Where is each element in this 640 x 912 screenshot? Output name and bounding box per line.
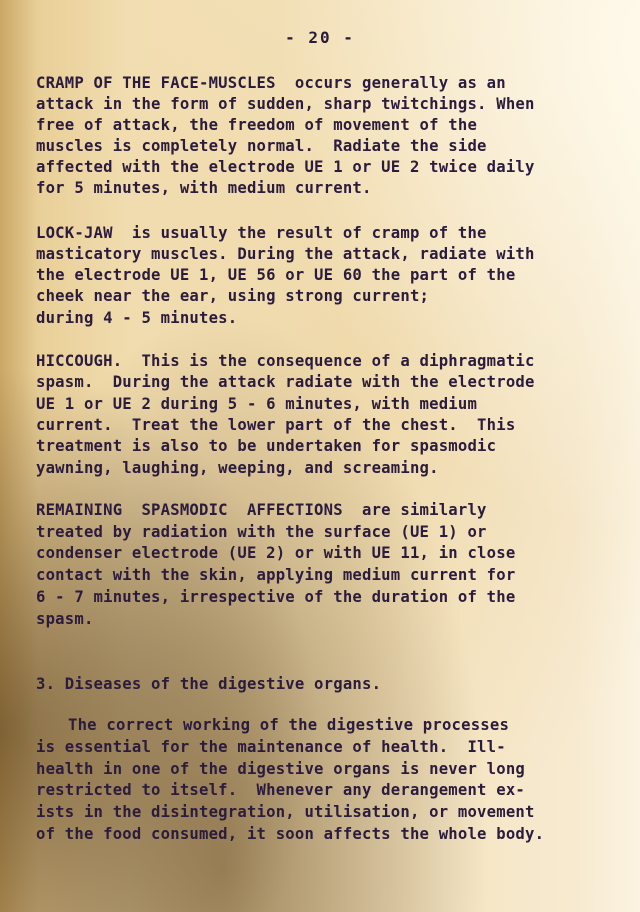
text-line: muscles is completely normal. Radiate the side — [36, 137, 487, 155]
text-line: masticatory muscles. During the attack, radiate with — [36, 245, 535, 263]
section-heading: 3. Diseases of the digestive organs. — [36, 675, 382, 693]
text-line: UE 1 or UE 2 during 5 - 6 minutes, with medium — [36, 395, 478, 413]
text-line: during 4 - 5 minutes. — [36, 309, 238, 327]
text-line: HICCOUGH. This is the consequence of a diphragmatic — [36, 352, 535, 370]
text-line: LOCK-JAW is usually the result of cramp of the — [36, 224, 487, 242]
text-line: CRAMP OF THE FACE-MUSCLES occurs generally as an — [36, 74, 506, 92]
text-line: yawning, laughing, weeping, and screaming. — [36, 459, 439, 477]
text-line: The correct working of the digestive processes — [68, 716, 510, 734]
text-line: attack in the form of sudden, sharp twitchings. When — [36, 95, 535, 113]
text-line: health in one of the digestive organs is never long — [36, 760, 525, 778]
text-line: restricted to itself. Whenever any derangement ex- — [36, 781, 525, 799]
text-line: for 5 minutes, with medium current. — [36, 179, 372, 197]
text-line: affected with the electrode UE 1 or UE 2 twice daily — [36, 158, 535, 176]
text-line: free of attack, the freedom of movement of the — [36, 116, 478, 134]
text-line: spasm. — [36, 610, 94, 628]
text-line: is essential for the maintenance of health. Ill- — [36, 738, 506, 756]
text-line: the electrode UE 1, UE 56 or UE 60 the part of the — [36, 266, 516, 284]
text-line: 6 - 7 minutes, irrespective of the duration of the — [36, 588, 516, 606]
text-line: treated by radiation with the surface (UE 1) or — [36, 523, 487, 541]
text-line: spasm. During the attack radiate with the electrode — [36, 373, 535, 391]
text-line: treatment is also to be undertaken for spasmodic — [36, 437, 497, 455]
text-line: of the food consumed, it soon affects the whole body. — [36, 825, 545, 843]
text-line: current. Treat the lower part of the chest. This — [36, 416, 516, 434]
text-line: ists in the disintegration, utilisation, or movement — [36, 803, 535, 821]
text-line: cheek near the ear, using strong current; — [36, 287, 430, 305]
text-line: contact with the skin, applying medium current for — [36, 566, 516, 584]
text-line: REMAINING SPASMODIC AFFECTIONS are similarly — [36, 501, 487, 519]
page-number: - 20 - — [285, 28, 355, 47]
text-line: condenser electrode (UE 2) or with UE 11, in close — [36, 544, 516, 562]
